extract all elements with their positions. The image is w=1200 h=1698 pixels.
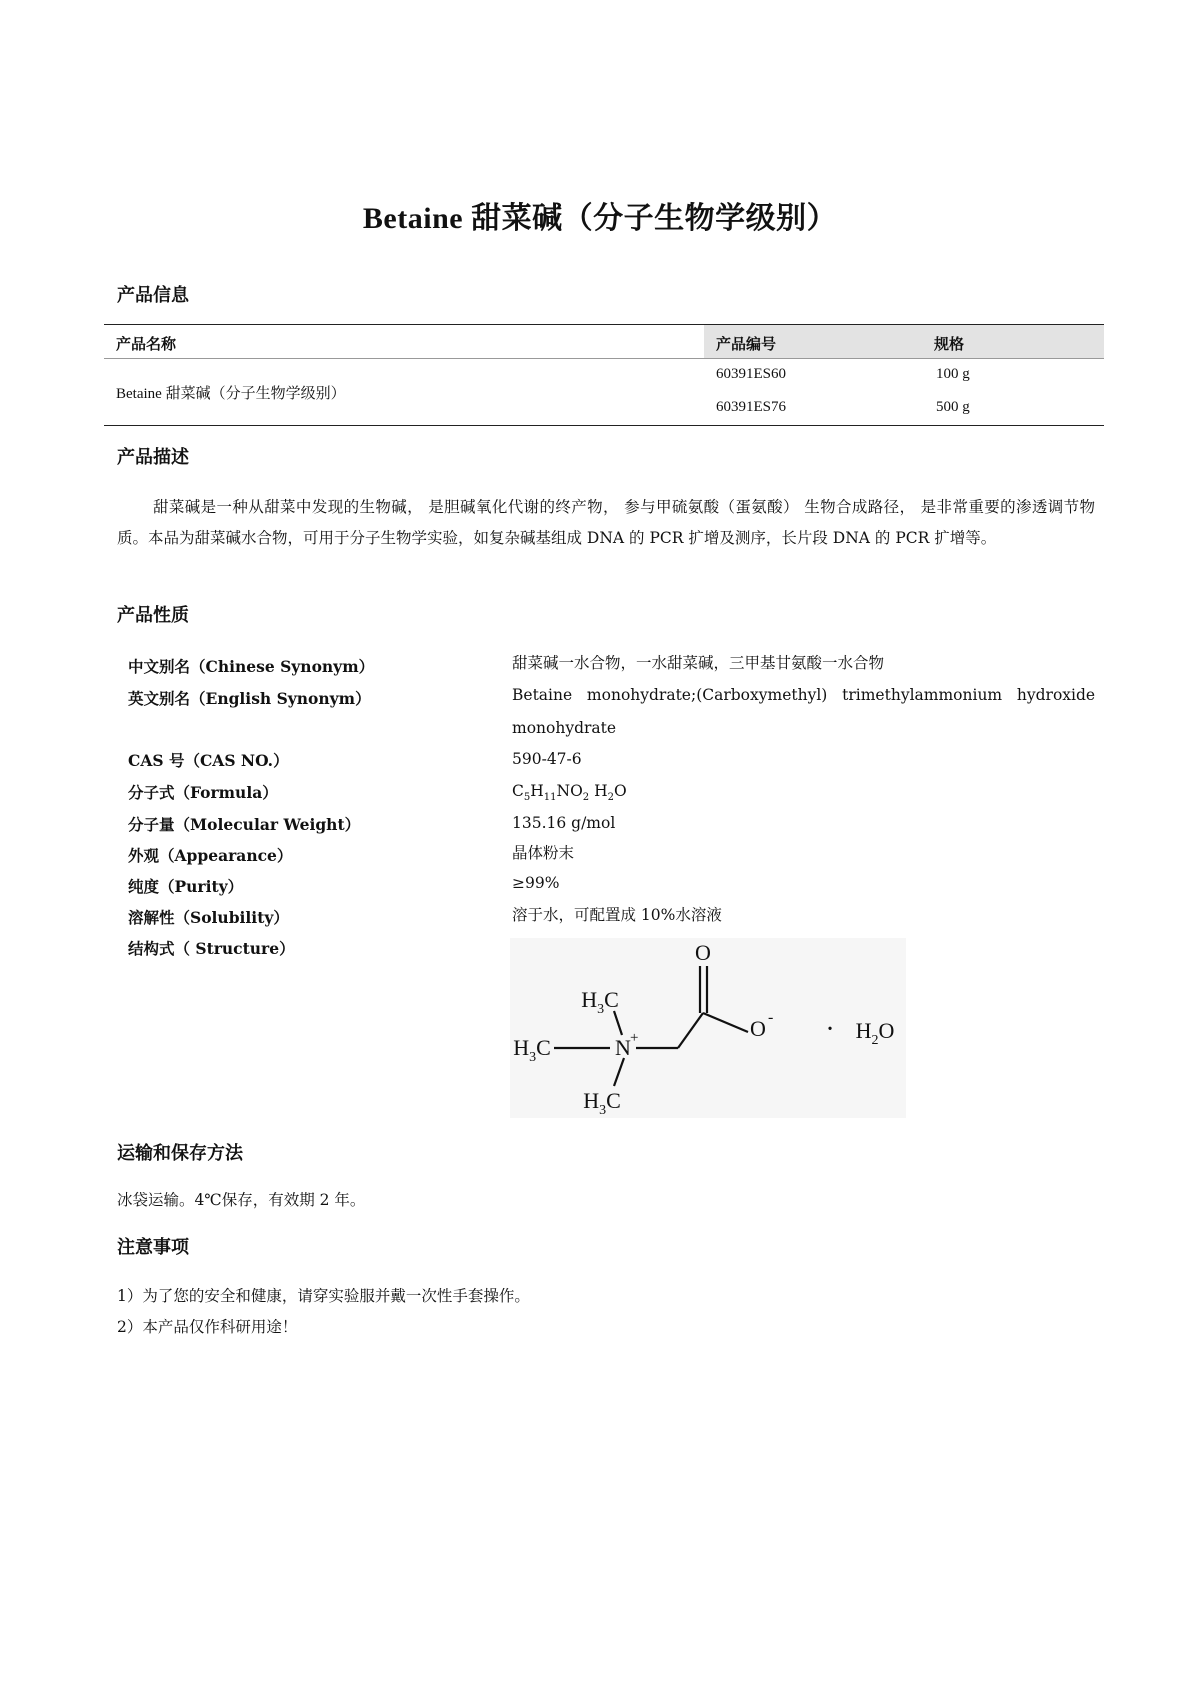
dot-separator: ·: [825, 1014, 835, 1045]
table-cell-code: 60391ES76: [716, 399, 787, 415]
property-label: 英文别名（English Synonym）: [128, 689, 371, 708]
description-paragraph: 甜菜碱是一种从甜菜中发现的生物碱， 是胆碱氧化代谢的终产物， 参与甲硫氨酸（蛋氨酸） 生物合成路径， 是非常重要的渗透调节物质。本品为甜菜碱水合物，可用于分子生物学实验，如复杂碱基组成 DNA 的 PCR 扩增及测序，长片段 DNA 的 PCR 扩增等。: [117, 498, 1095, 547]
table-cell-size: 500 g: [936, 399, 970, 415]
methyl-top-label: $H_3C$: [581, 987, 619, 1017]
property-label: 溶解性（Solubility）: [128, 908, 289, 927]
table-cell-size: 100 g: [936, 366, 970, 382]
section-heading-description: 产品描述: [117, 447, 189, 468]
property-value: 135.16 g/mol: [512, 814, 616, 832]
structure-diagram: [510, 938, 906, 1118]
section-heading-properties: 产品性质: [117, 605, 189, 626]
property-value-continued: monohydrate: [512, 719, 617, 737]
note-item: 2）本产品仅作科研用途！: [117, 1318, 298, 1336]
property-value-formula: $C_5H_{11}NO_2$ $H_2O$: [512, 782, 627, 804]
table-header-code: 产品编号: [716, 335, 777, 353]
section-heading-storage: 运输和保存方法: [117, 1143, 243, 1164]
property-label: 纯度（Purity）: [128, 877, 244, 896]
property-label: 外观（Appearance）: [128, 846, 293, 865]
property-value: ≥99%: [512, 874, 560, 892]
note-item: 1）为了您的安全和健康，请穿实验服并戴一次性手套操作。: [117, 1287, 530, 1305]
oxygen-top-label: O: [695, 940, 711, 965]
table-body: [104, 359, 1104, 425]
table-header-name: 产品名称: [116, 335, 177, 353]
property-label: 结构式（ Structure）: [128, 939, 295, 958]
property-value: Betaine monohydrate;(Carboxymethyl) trimethylammonium hydroxide: [512, 686, 1096, 704]
page-title: Betaine 甜菜碱（分子生物学级别）: [362, 202, 838, 235]
table-header-size: 规格: [934, 335, 965, 353]
methyl-bottom-label: $H_3C$: [583, 1088, 621, 1118]
property-label: CAS 号（CAS NO.）: [128, 751, 289, 770]
property-value: 溶于水，可配置成 10%水溶液: [512, 906, 722, 924]
section-heading-notes: 注意事项: [117, 1237, 189, 1258]
oxygen-minus-label: O: [750, 1016, 766, 1041]
property-value: 590-47-6: [512, 750, 582, 768]
methyl-left-label: $H_3C$: [513, 1035, 551, 1065]
property-label: 分子量（Molecular Weight）: [128, 815, 361, 834]
section-heading-info: 产品信息: [117, 285, 189, 306]
property-label: 中文别名（Chinese Synonym）: [128, 657, 375, 676]
water-label: $H_2O$: [855, 1018, 895, 1048]
plus-charge-label: +: [630, 1030, 639, 1046]
table-header-row: [104, 325, 1104, 359]
structure-background: [510, 938, 906, 1118]
property-label: 分子式（Formula）: [128, 783, 278, 802]
minus-charge-label: -: [768, 1009, 774, 1026]
table-cell-product-name: Betaine 甜菜碱（分子生物学级别）: [116, 386, 346, 402]
product-table: [104, 324, 1104, 426]
table-cell-code: 60391ES60: [716, 366, 787, 382]
property-value: 晶体粉末: [512, 844, 575, 862]
property-value: 甜菜碱一水合物，一水甜菜碱，三甲基甘氨酸一水合物: [512, 654, 885, 672]
storage-text: 冰袋运输。4℃保存，有效期 2 年。: [117, 1191, 366, 1209]
nitrogen-label: N: [615, 1035, 631, 1060]
